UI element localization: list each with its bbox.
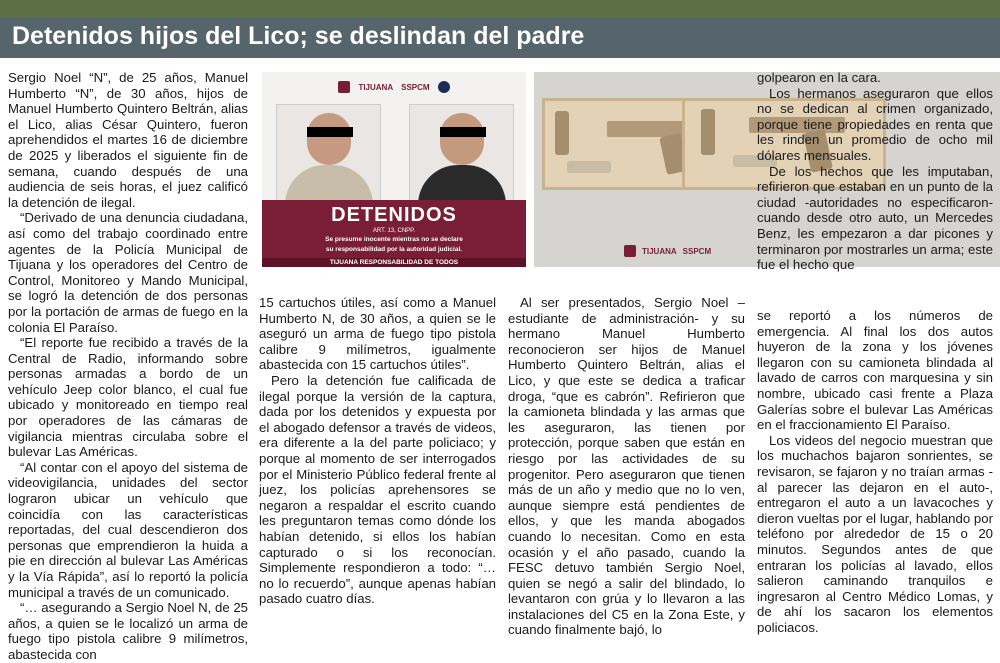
detainees-photo	[262, 72, 526, 267]
censor-bar	[440, 127, 486, 137]
paragraph: Al ser presentados, Sergio Noel – estudiante de administración- y su hermano Manuel Humberto reconocieron ser hijos de Manuel Humberto Quintero Beltrán, alias el Lico, y que este se dedica a traficar droga, “que es cabrón”. Refirieron que la camioneta blindada y las armas que les aseguraron, las tienen por protección, porque saben que están en riesgo por las actividades de su progenitor. Pero aseguraron que tienen más de un año y medio que no lo ven, aunque siempre está pendientes de ellos, y que les manda abogados cuando lo necesitan. Como en esta ocasión y el año pasado, cuando la FESC detuvo también Sergio Noel, quien se negó a salir del blindado, lo levantaron con grúa y lo llevaron a las instalaciones del C5 en la Zona Este, y cuando finalmente bajó, lo	[508, 295, 745, 638]
column-2	[259, 295, 496, 607]
head-shape	[440, 113, 484, 165]
mugshot-1	[276, 104, 381, 209]
column-4	[757, 70, 993, 300]
banner-message-1: Se presume inocente mientras no se declare	[325, 236, 463, 243]
photo-logos	[262, 76, 526, 98]
logo-text: SSPCM	[682, 246, 712, 256]
police-badge-icon	[438, 81, 450, 93]
mugshot-2	[409, 104, 514, 209]
article-headline: Detenidos hijos del Lico; se deslindan del padre	[12, 22, 585, 50]
head-shape	[307, 113, 351, 165]
paragraph: golpearon en la cara.	[757, 70, 881, 85]
paragraph: “… asegurando a Sergio Noel N, de 25 años, a quien se le localizó un arma de fuego tipo pistola calibre 9 milímetros, abastecida con	[8, 600, 248, 662]
photo-logos	[624, 240, 744, 262]
paragraph: De los hechos que les imputaban, refirieron que estaban en un punto de la ciudad -autoridades no especificaron- cuando desde otro auto, un Mercedes Benz, les empezaron a dar picones y terminaron por mostrarles un arma; este fue el hecho que	[757, 163, 993, 273]
detenidos-banner	[262, 200, 526, 267]
banner-footer: TIJUANA RESPONSABILIDAD DE TODOS	[262, 258, 526, 267]
tijuana-logo-icon	[338, 81, 350, 93]
banner-subtitle: ART. 13, CNPP.	[372, 228, 416, 234]
magazine-shape	[555, 111, 569, 155]
paragraph: “Derivado de una denuncia ciudadana, así como del trabajo coordinado entre agentes de la Policía Municipal de Tijuana y los operadores del Centro de Control, Monitoreo y Mando Municipal, se logró la detención de dos personas por la portación de armas de fuego en la colonia El Paraíso.	[8, 210, 248, 335]
banner-title: DETENIDOS	[331, 204, 457, 226]
logo-text: TIJUANA	[642, 246, 677, 256]
paragraph: se reportó a los números de emergencia. Al final los dos autos huyeron de la zona y los jóvenes llegaron con su camioneta blindada al lavado de carros con marquesina y sin nombre, ubicado casi frente a Plaza Galerías sobre el bulevar Las Américas en el fraccionamiento El Paraíso.	[757, 308, 993, 433]
magazine-shape	[701, 109, 715, 155]
top-color-strip	[0, 0, 1000, 18]
paragraph: Los videos del negocio muestran que los muchachos bajaron sonrientes, se revisaron, se fajaron y no traían armas -al parecer las dejaron en el auto-, entregaron el auto a un lavacoches y dieron vueltas por el lugar, hablando por teléfono por alrededor de 15 o 20 minutos. Segundos antes de que entraran los policías al lavado, ellos salieron caminando tranquilos e ingresaron al Centro Médico Lomas, y de ahí los sacaron los elementos policiacos.	[757, 432, 993, 635]
paragraph: Sergio Noel “N”, de 25 años, Manuel Humberto “N”, de 30 años, hijos de Manuel Humberto Quintero Beltrán, alias el Lico, alias César Quintero, fueron aprehendidos el martes 16 de diciembre de 2025 y liberados el siguiente fin de semana, cuando después de una audiencia de seis horas, el juez calificó la detención de ilegal.	[8, 70, 248, 210]
paragraph: “El reporte fue recibido a través de la Central de Radio, informando sobre personas armadas a bordo de un vehículo Jeep color blanco, el cual fue ubicado y monitoreado en tiempo real por operadores de las cámaras de vigilancia mientras circulaba sobre el bulevar Las Américas.	[8, 335, 248, 460]
column-1	[8, 70, 248, 662]
paragraph: 15 cartuchos útiles, así como a Manuel Humberto N, de 30 años, a quien se le aseguró un arma de fuego tipo pistola calibre 9 milímetros, igualmente abastecida con 15 cartuchos útiles”.	[259, 295, 496, 373]
logo-text: TIJUANA	[358, 82, 394, 92]
ammunition-shape	[567, 161, 611, 173]
logo-text: SSPCM	[401, 82, 430, 92]
paragraph: Pero la detención fue calificada de ilegal porque la versión de la captura, dada por los detenidos y expuesta por el abogado defensor a través de videos, era diferente a la del parte policiaco; y porque al momento de ser interrogados por el Ministerio Público federal frente al juez, los policías aprehensores se negaron a respaldar el escrito cuando les preguntaron temas como dónde los habían detenido, si ellos los habían capturado o si los reconocían. Simplemente respondieron a todo: “…no lo recuerdo”, aunque apenas habían pasado cuatro días.	[259, 372, 496, 607]
banner-message-2: su responsabilidad por la autoridad judicial.	[325, 246, 463, 253]
tijuana-logo-icon	[624, 245, 636, 257]
censor-bar	[307, 127, 353, 137]
paragraph: Los hermanos aseguraron que ellos no se dedican al crimen organizado, porque tiene propiedades en renta que les rinden un promedio de ocho mil dólares mensuales.	[757, 85, 993, 163]
paragraph: “Al contar con el apoyo del sistema de videovigilancia, unidades del sector lograron ubicar un vehículo que coincidía con las características reportadas, del cual descendieron dos personas que emprendieron la huida a pie en dirección al bulevar Las Américas y la Vía Rápida”, así lo reportó la policía municipal a través de un comunicado.	[8, 459, 248, 600]
column-3	[508, 295, 745, 638]
column-5	[757, 308, 993, 635]
